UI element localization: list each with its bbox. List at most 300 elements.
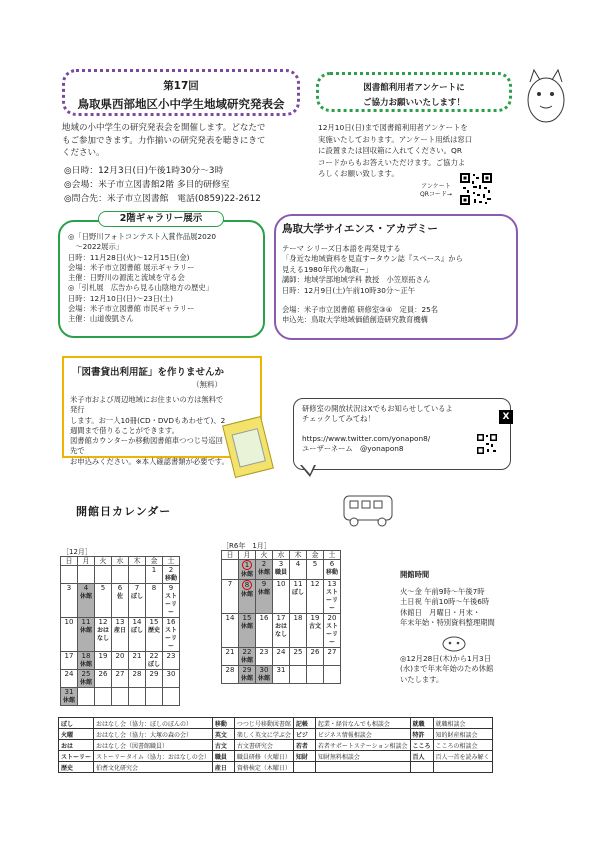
intro-line: ください。 (62, 148, 105, 158)
calendar-day (95, 670, 112, 688)
notice-line: ◎12月28日(木)から1月3日 (400, 654, 491, 663)
day-number: 23 (166, 652, 176, 660)
legend-desc: 職員研修（火曜日） (234, 751, 293, 762)
library-card-image (222, 416, 274, 478)
day-number: 11 (293, 580, 303, 588)
calendar-day (61, 688, 78, 706)
legend-key: ぼし (59, 718, 94, 729)
calendar-day (239, 666, 256, 684)
calendar-day (256, 560, 273, 580)
academy-line: 講師：地域学部地域学科 教授 小笠原拓さん (282, 275, 431, 285)
hours-line: 休館日 月曜日・月末・ (400, 607, 481, 617)
day-number: 28 (132, 670, 142, 678)
legend-desc: 若者サポートステーション相談会 (315, 740, 410, 751)
year-end-notice (400, 654, 512, 685)
x-qr-code[interactable] (476, 433, 498, 455)
mascot-small-icon (440, 634, 468, 652)
calendar-day (256, 648, 273, 666)
weekday-header: 月 (78, 557, 95, 566)
academy-line: 日時：12月9日(土)午前10時30分〜正午 (282, 285, 416, 295)
gallery-text (68, 232, 263, 325)
gallery-line: 〜2022展示」 (68, 242, 124, 252)
day-number: 26 (310, 648, 320, 656)
legend-key: おは (59, 740, 94, 751)
mobile-library-bus-illustration (340, 488, 398, 530)
day-number: 15 (242, 614, 252, 622)
day-number: 1 (151, 566, 157, 574)
legend-desc: おはなし会（協力：ぼしのぼんの） (94, 718, 213, 729)
calendar-day (61, 584, 78, 618)
legend-desc: おはなし会（図書館職員） (94, 740, 213, 751)
calendar-day (129, 688, 146, 706)
day-number: 25 (81, 670, 91, 678)
x-url-link[interactable]: https://www.twitter.com/yonapon8/ (302, 433, 431, 443)
academy-text (282, 244, 514, 326)
x-username: ユーザーネーム @yonapon8 (302, 444, 404, 454)
day-number: 14 (225, 614, 235, 622)
calendar-day (112, 584, 129, 618)
day-event: ストーリー (164, 593, 177, 616)
day-number: 5 (100, 584, 106, 592)
day-event: ストーリー (325, 589, 338, 612)
legend-desc (315, 762, 410, 773)
day-number: 10 (276, 580, 286, 588)
x-notice-line: チェックしてみてね！ (302, 414, 375, 424)
hours-line: 土日祝 午前10時〜午後6時 (400, 597, 490, 606)
day-number: 8 (242, 580, 252, 590)
day-event: 休館 (257, 589, 270, 596)
day-number: 4 (83, 584, 89, 592)
day-number: 6 (117, 584, 123, 592)
legend-desc: 伯耆文化研究会 (94, 762, 213, 773)
jan-label: ［R6年 1月］ (222, 542, 271, 550)
opening-hours (400, 570, 500, 629)
day-number: 20 (327, 614, 337, 622)
calendar-day (222, 648, 239, 666)
survey-qr-label (420, 183, 452, 199)
legend-desc: おはなし会（協力：大塚の森の会） (94, 729, 213, 740)
academy-line: 「身近な地域資料を見直す−タウン誌『スペース』から (282, 254, 463, 264)
day-number: 13 (327, 580, 337, 588)
hours-title: 開館時間 (400, 570, 430, 579)
legend-key: 職員 (212, 751, 234, 762)
survey-line: 実施いたしております。アンケート用紙は窓口 (318, 134, 473, 144)
legend-key: 知財 (293, 751, 315, 762)
day-number: 10 (64, 618, 74, 626)
calendar-day (78, 584, 95, 618)
calendar-day (290, 580, 307, 614)
day-number: 3 (66, 584, 72, 592)
hours-line: 年末年始・特別資料整理期間 (400, 618, 495, 627)
calendar-day (95, 688, 112, 706)
day-number: 22 (242, 648, 252, 656)
academy-line: 見える1980年代の亀取−」 (282, 264, 373, 274)
day-event: 休館 (79, 627, 92, 634)
calendar-day (95, 566, 112, 584)
calendar-day (95, 584, 112, 618)
notice-line: いたします。 (400, 674, 444, 684)
day-event: 休館 (240, 623, 253, 630)
card-line: お申込みください。※本人確認書類が必要です。 (70, 456, 229, 466)
event-contact: ◎問合先：米子市立図書館 電話(0859)22-2612 (64, 194, 261, 204)
calendar-day (273, 614, 290, 648)
day-event: おはなし (96, 627, 109, 642)
legend-key (410, 762, 433, 773)
day-number: 17 (64, 652, 74, 660)
day-event: 休館 (257, 675, 270, 682)
x-notice-line: 研修室の開放状況はXでもお知らせしているよ (302, 404, 453, 413)
mascot-illustration (520, 64, 572, 130)
calendar-day (222, 666, 239, 684)
day-number: 1 (242, 560, 252, 570)
card-line: 週間まで借りることができます。 (70, 425, 179, 435)
calendar-day (290, 666, 307, 684)
gallery-line: 日時：11月28日(火)〜12月15日(金) (68, 252, 190, 262)
day-number: 29 (149, 670, 159, 678)
calendar-day (273, 666, 290, 684)
legend-desc: 就職相談会 (433, 718, 492, 729)
gallery-line: 主催：日野川の源流と流域を守る会 (68, 273, 185, 283)
day-event: 休館 (257, 569, 270, 576)
calendar-day (273, 580, 290, 614)
weekday-header: 土 (324, 551, 341, 560)
survey-line: 12月10日(日)まで図書館利用者アンケートを (318, 123, 468, 132)
calendar-day (129, 584, 146, 618)
calendar-day (78, 566, 95, 584)
weekday-header: 金 (307, 551, 324, 560)
survey-title-box (316, 72, 512, 112)
weekday-header: 水 (112, 557, 129, 566)
legend-key (293, 762, 315, 773)
calendar-day (273, 648, 290, 666)
legend-desc: 古文書研究会 (234, 740, 293, 751)
day-number: 26 (98, 670, 108, 678)
legend-desc: 資格検定（木曜日） (234, 762, 293, 773)
day-number: 24 (276, 648, 286, 656)
day-number: 31 (64, 688, 74, 696)
calendar-day (61, 652, 78, 670)
calendar-day (129, 670, 146, 688)
calendar-day (146, 652, 163, 670)
calendar-day (256, 614, 273, 648)
calendar-day (222, 560, 239, 580)
calendar-title: 開館日カレンダー (76, 505, 172, 518)
weekday-header: 日 (61, 557, 78, 566)
calendar-day (146, 670, 163, 688)
december-calendar (60, 556, 180, 706)
survey-text (318, 122, 508, 180)
day-number: 9 (261, 580, 267, 588)
gallery-line: 会場：米子市立図書館 市民ギャラリー (68, 304, 195, 314)
day-event: 休館 (240, 657, 253, 664)
day-number: 14 (132, 618, 142, 626)
legend-desc: ビジネス情報相談会 (315, 729, 410, 740)
weekday-header: 火 (95, 557, 112, 566)
calendar-day (290, 648, 307, 666)
calendar-day (112, 618, 129, 652)
gallery-line: ◎「日野川フォトコンテスト入賞作品展2020 (68, 232, 217, 241)
calendar-day (273, 560, 290, 580)
calendar-day (290, 614, 307, 648)
legend-desc: ストーリータイム（協力：おはなしの会） (94, 751, 213, 762)
legend-desc: つつじ号移動図書館 (234, 718, 293, 729)
day-event: 休館 (79, 661, 92, 668)
legend-key: 英文 (212, 729, 234, 740)
calendar-day (222, 614, 239, 648)
survey-title-line1: 図書館利用者アンケートに (363, 83, 465, 93)
day-number: 8 (151, 584, 157, 592)
calendar-day (324, 560, 341, 580)
day-event: ストーリー (325, 623, 338, 646)
day-number: 28 (225, 666, 235, 674)
calendar-day (95, 618, 112, 652)
intro-line: 地域の小中学生の研究発表会を開催します。どなたで (62, 123, 266, 133)
weekday-header: 金 (146, 557, 163, 566)
gallery-line: 会場：米子市立図書館 展示ギャラリー (68, 262, 195, 272)
day-number: 31 (276, 666, 286, 674)
legend-desc: 起業・経営なんでも相談会 (315, 718, 410, 729)
calendar-day (78, 652, 95, 670)
calendar-day (112, 652, 129, 670)
day-number: 4 (295, 560, 301, 568)
legend-key: 百人 (410, 751, 433, 762)
calendar-day (146, 688, 163, 706)
day-number: 2 (168, 566, 174, 574)
calendar-day (129, 618, 146, 652)
day-event: ぼし (130, 593, 143, 600)
day-number: 3 (278, 560, 284, 568)
day-event: 休館 (79, 679, 92, 686)
calendar-day (324, 614, 341, 648)
calendar-day (112, 566, 129, 584)
day-number: 2 (261, 560, 267, 568)
legend-desc (433, 762, 492, 773)
weekday-header: 火 (256, 551, 273, 560)
survey-line: コードからもお答えいただけます。ご協力よ (318, 157, 466, 167)
card-line: します。お一人10冊(CD・DVDもあわせて)、2 (70, 415, 226, 425)
day-number: 24 (64, 670, 74, 678)
day-number: 27 (115, 670, 125, 678)
qr-label-line: アンケート (421, 183, 451, 190)
notice-line: (水)まで年末年始のため休館 (400, 664, 494, 674)
hours-line: 火〜金 午前9時〜午後7時 (400, 586, 485, 596)
day-number: 21 (132, 652, 142, 660)
day-event: 移動 (325, 569, 338, 576)
weekday-header: 日 (222, 551, 239, 560)
legend-key: 記帳 (293, 718, 315, 729)
calendar-day (61, 670, 78, 688)
day-number: 18 (81, 652, 91, 660)
gallery-line: ◎「引札展 広告から見る山陰地方の歴史」 (68, 283, 214, 293)
event-title-number: 第17回 (163, 80, 199, 92)
day-event: 古文 (308, 623, 321, 630)
day-number: 18 (293, 614, 303, 622)
calendar-day (239, 560, 256, 580)
day-event: 移動 (164, 575, 177, 582)
calendar-day (222, 580, 239, 614)
day-number: 21 (225, 648, 235, 656)
legend-desc: 百人一首を読み解く (433, 751, 492, 762)
event-date: ◎日時：12月3日(日)午後1時30分〜3時 (64, 166, 224, 176)
day-number: 19 (98, 652, 108, 660)
day-event: 職員 (274, 569, 287, 576)
day-number: 12 (310, 580, 320, 588)
academy-line: 申込先：鳥取大学地域価値創造研究教育機構 (282, 315, 428, 325)
calendar-day (239, 648, 256, 666)
day-number: 16 (166, 618, 176, 626)
day-event: ぼし (147, 661, 160, 668)
day-event: 休館 (62, 697, 75, 704)
gallery-line: 日時：12月10日(日)〜23日(土) (68, 293, 173, 303)
academy-line: テーマ シリーズ日本語を再発見する (282, 244, 401, 253)
legend-desc: こころの相談会 (433, 740, 492, 751)
day-number: 11 (81, 618, 91, 626)
day-number: 13 (115, 618, 125, 626)
calendar-day (78, 670, 95, 688)
calendar-day (163, 618, 180, 652)
calendar-day (307, 580, 324, 614)
day-number: 12 (98, 618, 108, 626)
calendar-day (324, 666, 341, 684)
survey-line: ろしくお願い致します。 (318, 169, 399, 178)
calendar-day (290, 560, 307, 580)
day-number: 23 (259, 648, 269, 656)
calendar-day (146, 584, 163, 618)
day-event: 休館 (79, 593, 92, 600)
day-event: 休館 (240, 675, 253, 682)
day-number: 29 (242, 666, 252, 674)
day-number: 15 (149, 618, 159, 626)
academy-line: 会場：米子市立図書館 研修室③④ 定員：25名 (282, 305, 439, 315)
dec-label: ［12月］ (62, 548, 92, 556)
card-line: 米子市および周辺地域にお住まいの方は無料で発行 (70, 395, 224, 415)
calendar-day (163, 688, 180, 706)
day-event: ぼし (130, 627, 143, 634)
legend-key: 就職 (410, 718, 433, 729)
calendar-day (239, 580, 256, 614)
calendar-day (307, 666, 324, 684)
legend-desc: 楽しく英文に学ぶ会 (234, 729, 293, 740)
legend-key: 古文 (212, 740, 234, 751)
legend-key: 歴史 (59, 762, 94, 773)
calendar-day (78, 618, 95, 652)
calendar-day (95, 652, 112, 670)
day-event: 休館 (240, 571, 253, 578)
calendar-day (307, 648, 324, 666)
legend-key: ビジ (293, 729, 315, 740)
academy-title: 鳥取大学サイエンス・アカデミー (282, 223, 438, 235)
weekday-header: 月 (239, 551, 256, 560)
calendar-day (78, 688, 95, 706)
survey-title-line2: ご協力お願いいたします！ (362, 98, 465, 108)
intro-line: もご参加できます。力作揃いの研究発表を聴きにきて (62, 135, 266, 146)
event-intro (62, 122, 310, 160)
calendar-day (146, 618, 163, 652)
x-logo-icon[interactable]: X (499, 410, 513, 424)
weekday-header: 木 (290, 551, 307, 560)
legend-key: 移動 (212, 718, 234, 729)
gallery-line: 主催：山道俊凱さん (68, 314, 134, 324)
legend-key: ストーリー (59, 751, 94, 762)
calendar-day (146, 566, 163, 584)
day-number: 30 (259, 666, 269, 674)
day-number: 5 (312, 560, 318, 568)
day-event: 産日 (113, 627, 126, 634)
day-event: 佐 (116, 593, 123, 600)
legend-key: 特許 (410, 729, 433, 740)
calendar-day (256, 666, 273, 684)
calendar-day (307, 560, 324, 580)
event-legend-table (58, 717, 493, 773)
day-number: 20 (115, 652, 125, 660)
library-card-title: 「図書貸出利用証」を作りませんか (72, 367, 225, 378)
event-venue: ◎会場：米子市立図書館2階 多目的研修室 (64, 180, 230, 190)
gallery-title: 2階ギャラリー展示 (98, 211, 224, 227)
legend-key: 火曜 (59, 729, 94, 740)
legend-desc: 知的財産相談会 (433, 729, 492, 740)
day-number: 30 (166, 670, 176, 678)
legend-key: 産日 (212, 762, 234, 773)
calendar-day (112, 688, 129, 706)
calendar-day (163, 652, 180, 670)
calendar-day (129, 652, 146, 670)
day-number: 16 (259, 614, 269, 622)
january-calendar (221, 550, 341, 684)
weekday-header: 土 (163, 557, 180, 566)
academy-spacer (282, 296, 514, 305)
day-event: 歴史 (147, 627, 160, 634)
legend-desc: 知財無料相談会 (315, 751, 410, 762)
calendar-day (112, 670, 129, 688)
day-number: 27 (327, 648, 337, 656)
calendar-day (256, 580, 273, 614)
calendar-day (163, 584, 180, 618)
survey-qr-code[interactable] (459, 172, 493, 206)
calendar-day (163, 566, 180, 584)
calendar-day (324, 648, 341, 666)
day-event: ストーリー (164, 627, 177, 650)
day-number: 6 (329, 560, 335, 568)
day-number: 19 (310, 614, 320, 622)
calendar-day (324, 580, 341, 614)
day-number: 25 (293, 648, 303, 656)
day-event: ぼし (291, 589, 304, 596)
calendar-day (61, 618, 78, 652)
library-card-text (70, 395, 230, 467)
calendar-day (61, 566, 78, 584)
weekday-header: 木 (129, 557, 146, 566)
legend-key: こころ (410, 740, 433, 751)
card-line: 図書館カウンターか移動図書館車つつじ号巡回先で (70, 436, 223, 456)
day-number: 9 (168, 584, 174, 592)
x-notice-text (302, 404, 502, 455)
calendar-day (239, 614, 256, 648)
calendar-day (129, 566, 146, 584)
day-number: 7 (134, 584, 140, 592)
weekday-header: 水 (273, 551, 290, 560)
calendar-day (307, 614, 324, 648)
day-number: 17 (276, 614, 286, 622)
bubble-tail-inner (302, 465, 314, 474)
library-card-free: （無料） (192, 380, 222, 389)
event-title-box (62, 69, 300, 116)
day-number: 22 (149, 652, 159, 660)
event-title: 鳥取県西部地区小中学生地域研究発表会 (77, 97, 285, 111)
legend-key: 若者 (293, 740, 315, 751)
day-event: おはなし (274, 623, 287, 638)
qr-label-line: QRコード→ (420, 191, 452, 198)
calendar-day (163, 670, 180, 688)
